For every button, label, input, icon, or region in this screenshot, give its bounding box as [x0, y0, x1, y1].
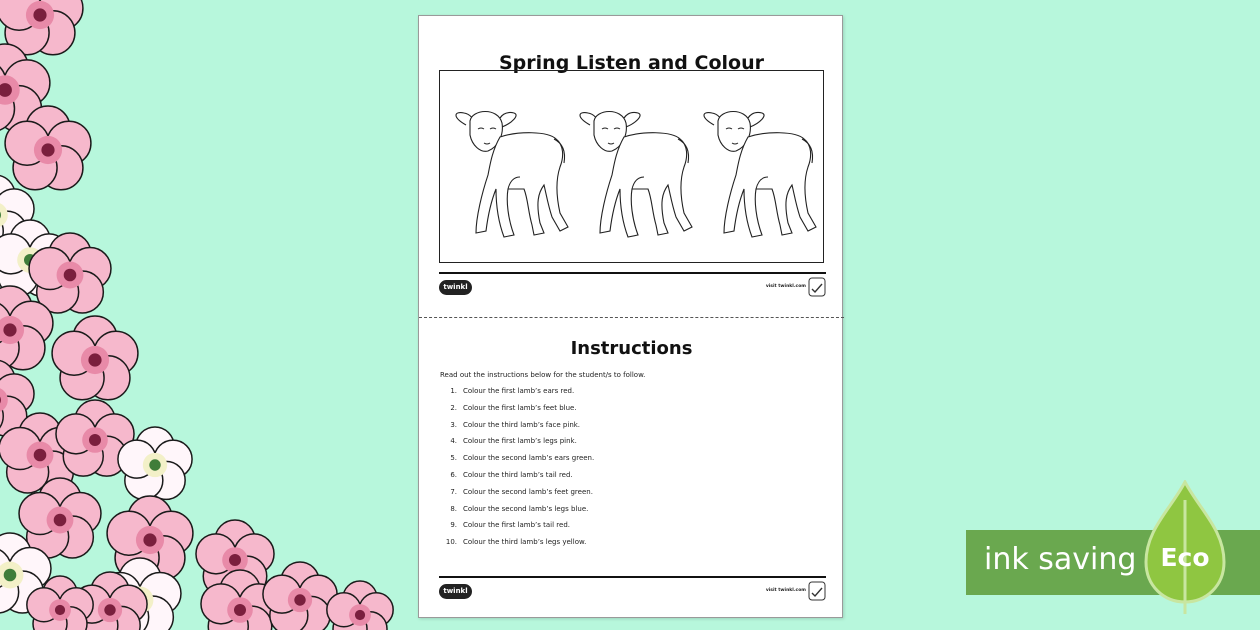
instruction-item: 8. Colour the second lamb’s legs blue. — [450, 504, 589, 513]
worksheet-footer-bottom — [439, 576, 826, 608]
instructions-title: Instructions — [570, 338, 693, 359]
flower-decoration — [263, 562, 337, 630]
instruction-item: 2. Colour the first lamb’s feet blue. — [450, 403, 577, 412]
instruction-item: 5. Colour the second lamb’s ears green. — [450, 454, 595, 463]
instruction-item: 3. Colour the third lamb’s face pink. — [450, 420, 581, 429]
instructions-intro: Read out the instructions below for the student/s to follow. — [440, 371, 646, 379]
quality-badge-icon — [808, 277, 826, 297]
ink-saving-label: ink saving — [984, 542, 1137, 577]
twinkl-logo-icon: twinkl — [439, 280, 472, 295]
visit-link-text: visit twinkl.com — [765, 588, 806, 593]
instruction-item: 10. Colour the third lamb’s legs yellow. — [445, 538, 587, 547]
instruction-list — [439, 383, 594, 551]
cut-line-divider — [419, 317, 844, 318]
lamb-2-illustration — [580, 112, 692, 238]
worksheet-preview — [418, 15, 843, 618]
instruction-item: 6. Colour the third lamb’s tail red. — [450, 470, 573, 479]
instruction-item: 9. Colour the first lamb’s tail red. — [450, 521, 570, 530]
flower-border-decoration — [0, 0, 420, 630]
lamb-picture-box — [439, 70, 824, 263]
worksheet-footer-top — [439, 272, 826, 304]
instruction-item: 7. Colour the second lamb’s feet green. — [450, 487, 593, 496]
flower-decoration — [52, 316, 138, 400]
lamb-3-illustration — [704, 112, 816, 238]
twinkl-logo-icon: twinkl — [439, 584, 472, 599]
instruction-item: 1. Colour the first lamb’s ears red. — [450, 387, 575, 395]
eco-label: Eco — [1160, 543, 1210, 572]
instruction-item: 4. Colour the first lamb’s legs pink. — [450, 437, 577, 446]
worksheet-title: Spring Listen and Colour — [499, 52, 764, 74]
quality-badge-icon — [808, 581, 826, 601]
lamb-1-illustration — [456, 112, 568, 238]
visit-link-text: visit twinkl.com — [765, 284, 806, 289]
